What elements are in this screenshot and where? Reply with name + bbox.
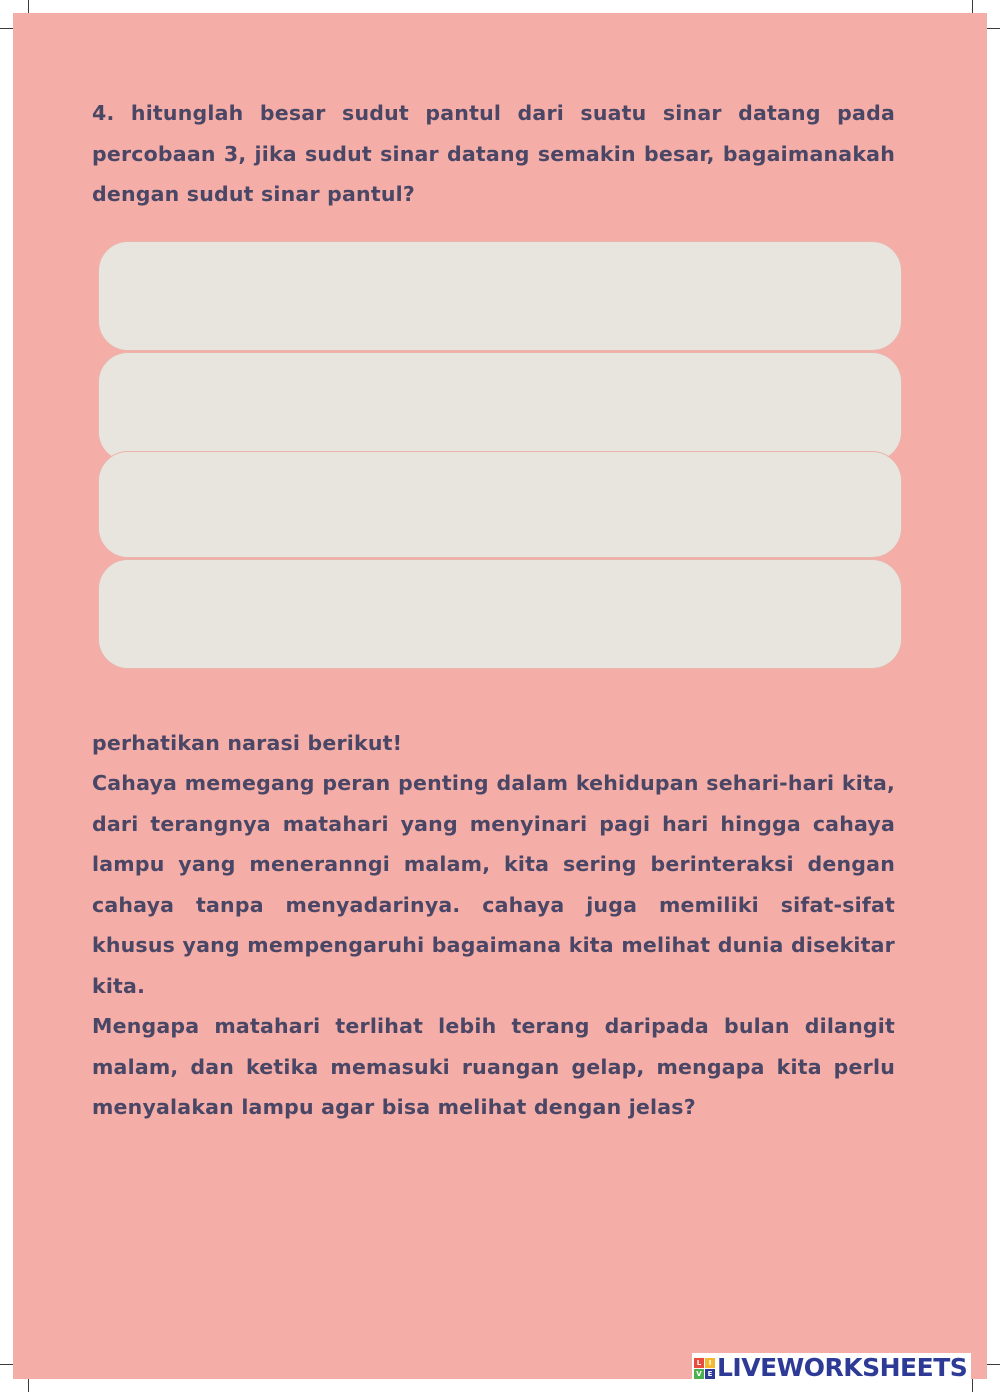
logo-letter-i: I xyxy=(705,1358,715,1368)
crop-mark-bottom-left-side xyxy=(0,1364,13,1365)
narration-paragraph-1: Cahaya memegang peran penting dalam kehidupan sehari-hari kita, dari terangnya matahari yang menyinari pagi hari hingga cahaya lampu yang meneranngi malam, kita sering berinteraksi dengan cahaya tanpa menyadarinya. cahaya juga memiliki sifat-sifat khusus yang mempengaruhi bagaimana kita melihat dunia disekitar kita. xyxy=(92,771,895,998)
logo-letter-l: L xyxy=(694,1358,704,1368)
answer-box-2[interactable] xyxy=(98,352,902,462)
answer-box-3[interactable] xyxy=(98,451,902,558)
crop-mark-bottom-right xyxy=(972,1379,973,1392)
crop-mark-bottom-left xyxy=(28,1379,29,1392)
logo-letter-e: E xyxy=(705,1369,715,1379)
narration-body xyxy=(92,763,895,1128)
crop-mark-top-left xyxy=(28,0,29,13)
worksheet-page xyxy=(13,13,987,1379)
answer-box-4[interactable] xyxy=(98,559,902,669)
logo-letter-v: V xyxy=(694,1369,704,1379)
liveworksheets-logo[interactable] xyxy=(692,1353,971,1383)
narration-title: perhatikan narasi berikut! xyxy=(92,731,403,755)
crop-mark-bottom-right-side xyxy=(987,1364,1000,1365)
liveworksheets-logo-icon xyxy=(694,1358,715,1379)
crop-mark-top-right xyxy=(972,0,973,13)
answer-box-1[interactable] xyxy=(98,241,902,351)
crop-mark-top-left-side xyxy=(0,28,13,29)
liveworksheets-logo-text: LIVEWORKSHEETS xyxy=(717,1353,968,1382)
question-4-text: 4. hitunglah besar sudut pantul dari suatu sinar datang pada percobaan 3, jika sudut sinar datang semakin besar, bagaimanakah dengan sudut sinar pantul? xyxy=(92,101,895,206)
narration-paragraph-2: Mengapa matahari terlihat lebih terang daripada bulan dilangit malam, dan ketika memasuki ruangan gelap, mengapa kita perlu menyalakan lampu agar bisa melihat dengan jelas? xyxy=(92,1014,895,1119)
crop-mark-top-right-side xyxy=(987,28,1000,29)
